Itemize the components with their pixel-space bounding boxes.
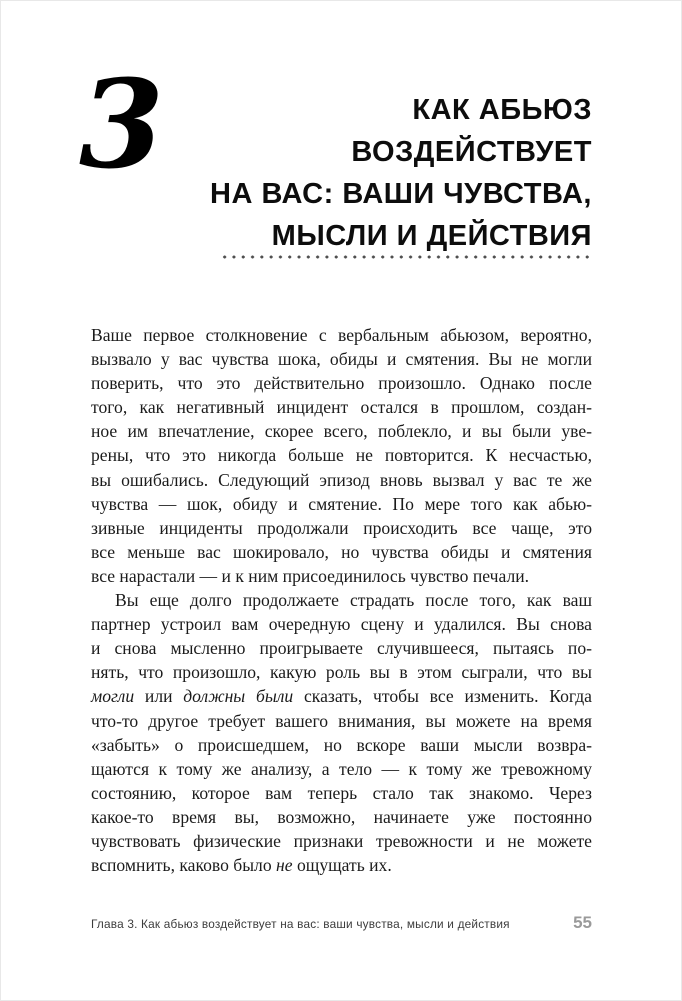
text-line: чувства — шок, обиду и смятение. По мере того как абью- xyxy=(91,493,592,514)
chapter-number: 3 xyxy=(79,52,160,196)
text-line: «забыть» о происшедшем, но вскоре ваши мысли возвра- xyxy=(91,734,592,755)
text-line: какое-то время вы, возможно, начинаете уже постоянно xyxy=(91,806,592,827)
text-line: того, как негативный инцидент остался в прошлом, создан- xyxy=(91,397,592,418)
text-line: чувствовать физические признаки тревожности и не можете xyxy=(91,830,592,851)
text-line: и снова мысленно проигрываете случившееся, пытаясь по- xyxy=(91,638,592,659)
chapter-title-line: ВОЗДЕЙСТВУЕТ xyxy=(351,136,592,168)
text-line: вспомнить, каково было не ощущать их. xyxy=(91,855,392,876)
body-text xyxy=(91,323,592,877)
text-line: ное им впечатление, скорее всего, поблекло, и вы были уве- xyxy=(91,421,592,442)
page-footer xyxy=(91,913,592,933)
text-line: Вы еще долго продолжаете страдать после того, как ваш xyxy=(115,590,592,611)
paragraph xyxy=(91,588,592,877)
text-line: вызвало у вас чувства шока, обиды и смятения. Вы не могли xyxy=(91,349,592,370)
text-line: партнер устроил вам очередную сцену и удалился. Вы снова xyxy=(91,614,592,635)
chapter-title-line: МЫСЛИ И ДЕЙСТВИЯ xyxy=(271,220,592,252)
text-line: все нарастали — и к ним присоединилось чувство печали. xyxy=(91,565,530,586)
chapter-title-line: КАК АБЬЮЗ xyxy=(412,94,592,126)
page-number: 55 xyxy=(573,913,592,932)
text-line: рены, что это никогда больше не повторится. К несчастью, xyxy=(91,445,592,466)
chapter-title-line: НА ВАС: ВАШИ ЧУВСТВА, xyxy=(210,178,592,210)
running-title: Глава 3. Как абьюз воздействует на вас: ваши чувства, мысли и действия xyxy=(91,917,510,931)
text-line: зивные инциденты продолжали происходить все чаще, это xyxy=(91,517,592,538)
text-line: вы ошибались. Следующий эпизод вновь вызвал у вас те же xyxy=(91,469,592,490)
text-line: Ваше первое столкновение с вербальным абьюзом, вероятно, xyxy=(91,325,592,345)
chapter-title xyxy=(141,89,592,257)
text-line: нять, что произошло, какую роль вы в этом сыграли, что вы xyxy=(91,662,592,683)
dotted-divider xyxy=(220,255,592,259)
text-line: все меньше вас шокировало, но чувства обиды и смятения xyxy=(91,541,592,562)
text-line: поверить, что это действительно произошло. Однако после xyxy=(91,373,592,394)
text-line: щаются к тому же анализу, а тело — к тому же тревожному xyxy=(91,758,592,779)
text-line: что-то другое требует вашего внимания, вы можете на время xyxy=(91,710,592,731)
text-line: состоянию, которое вам теперь стало так знакомо. Через xyxy=(91,782,592,803)
paragraph xyxy=(91,323,592,588)
text-line: могли или должны были сказать, чтобы все изменить. Когда xyxy=(91,686,592,707)
